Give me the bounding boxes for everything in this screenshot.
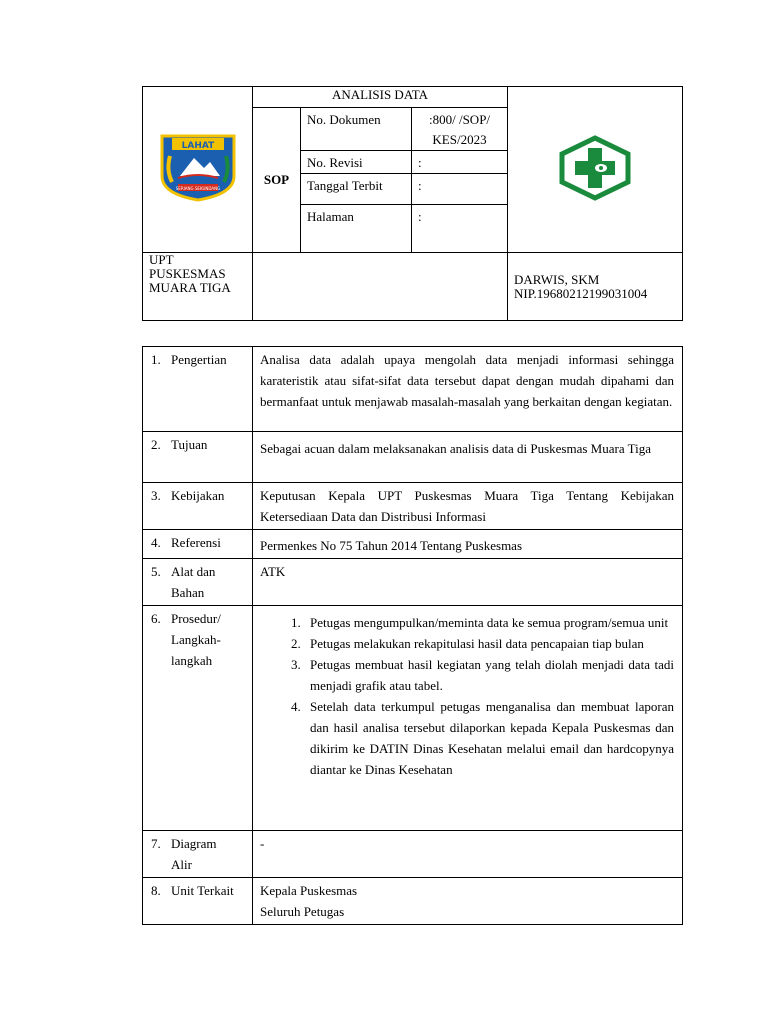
section-label — [143, 878, 253, 925]
section-text — [253, 878, 683, 925]
field-label-tanggal: Tanggal Terbit — [301, 174, 412, 205]
section-text: - — [253, 831, 683, 878]
section-number: 1. — [151, 352, 161, 367]
field-value-revisi: : — [412, 151, 508, 174]
field-label-dokumen: No. Dokumen — [301, 108, 412, 151]
puskesmas-logo-cell — [508, 87, 683, 253]
doc-number-line2: KES/2023 — [432, 132, 487, 147]
org-line-2: PUSKESMAS — [149, 266, 226, 281]
section-row — [143, 530, 683, 559]
doc-number-line1: :800/ /SOP/ — [428, 112, 491, 127]
section-title: Prosedur/ Langkah- langkah — [171, 611, 221, 668]
section-label — [143, 559, 253, 606]
section-label — [143, 483, 253, 530]
field-value-halaman: : — [412, 205, 508, 253]
section-number: 8. — [151, 883, 161, 898]
section-label — [143, 530, 253, 559]
signer-nip: NIP.19680212199031004 — [514, 285, 648, 301]
section-number: 2. — [151, 437, 161, 452]
field-label-halaman: Halaman — [301, 205, 412, 253]
steps-list — [260, 612, 674, 780]
section-row — [143, 483, 683, 530]
section-title: Tujuan — [171, 437, 208, 452]
section-row — [143, 878, 683, 925]
section-number: 7. — [151, 836, 161, 851]
section-text: Sebagai acuan dalam melaksanakan analisis data di Puskesmas Muara Tiga — [253, 432, 683, 483]
section-text: Permenkes No 75 Tahun 2014 Tentang Puskesmas — [253, 530, 683, 559]
section-row — [143, 606, 683, 831]
section-title: Referensi — [171, 535, 221, 550]
sop-label: SOP — [253, 108, 301, 253]
section-text: Keputusan Kepala UPT Puskesmas Muara Tiga Tentang Kebijakan Ketersediaan Data dan Distribusi Informasi — [253, 483, 683, 530]
section-text: Analisa data adalah upaya mengolah data menjadi informasi sehingga karateristik atau sifat-sifat data tersebut dapat dengan mudah dipahami dan bermanfaat untuk menjawab masalah-masalah yang berkaitan dengan kegiatan. — [253, 347, 683, 432]
step-item: 1. Petugas mengumpulkan/meminta data ke semua program/semua unit — [304, 612, 674, 633]
section-title: Unit Terkait — [171, 883, 234, 898]
regency-logo-cell — [143, 87, 253, 253]
step-item: 2. Petugas melakukan rekapitulasi hasil data pencapaian tiap bulan — [304, 633, 674, 654]
section-row — [143, 347, 683, 432]
section-title: Diagram Alir — [171, 836, 217, 872]
related-unit: Kepala Puskesmas — [260, 883, 358, 898]
section-label — [143, 606, 253, 831]
org-line-1: UPT — [149, 252, 174, 267]
section-row — [143, 559, 683, 606]
sop-header-table — [142, 86, 683, 321]
field-label-revisi: No. Revisi — [301, 151, 412, 174]
section-label — [143, 831, 253, 878]
blank-sign-area — [253, 253, 508, 321]
signer-block — [508, 253, 683, 321]
step-item: 4. Setelah data terkumpul petugas menganalisa dan membuat laporan dan hasil analisa tersebut dilaporkan kepada Kepala Puskesmas dan dikirim ke DATIN Dinas Kesehatan melalui email dan hardcopynya diantar ke Dinas Kesehatan — [304, 696, 674, 780]
related-unit: Seluruh Petugas — [260, 904, 345, 919]
step-item: 3. Petugas membuat hasil kegiatan yang telah diolah menjadi data tadi menjadi grafik atau tabel. — [304, 654, 674, 696]
section-text: ATK — [253, 559, 683, 606]
section-row — [143, 831, 683, 878]
section-row — [143, 432, 683, 483]
org-line-3: MUARA TIGA — [149, 280, 231, 295]
procedure-steps — [253, 606, 683, 831]
logo-text: LAHAT — [181, 140, 214, 151]
section-number: 5. — [151, 564, 161, 579]
section-title: Pengertian — [171, 352, 227, 367]
section-label — [143, 432, 253, 483]
logo-motto: SERIANG SEKUNDANG — [175, 185, 220, 191]
section-label — [143, 347, 253, 432]
signer-name: DARWIS, SKM — [514, 271, 600, 287]
document-title: ANALISIS DATA — [253, 87, 508, 108]
section-title: Alat dan Bahan — [171, 564, 216, 600]
lahat-regency-logo — [158, 132, 238, 202]
puskesmas-logo — [550, 132, 640, 202]
section-title: Kebijakan — [171, 488, 225, 503]
sop-content-table — [142, 346, 683, 925]
field-value-dokumen — [412, 108, 508, 151]
field-value-tanggal: : — [412, 174, 508, 205]
organization-name — [143, 253, 253, 321]
section-number: 4. — [151, 535, 161, 550]
section-number: 6. — [151, 611, 161, 626]
section-number: 3. — [151, 488, 161, 503]
